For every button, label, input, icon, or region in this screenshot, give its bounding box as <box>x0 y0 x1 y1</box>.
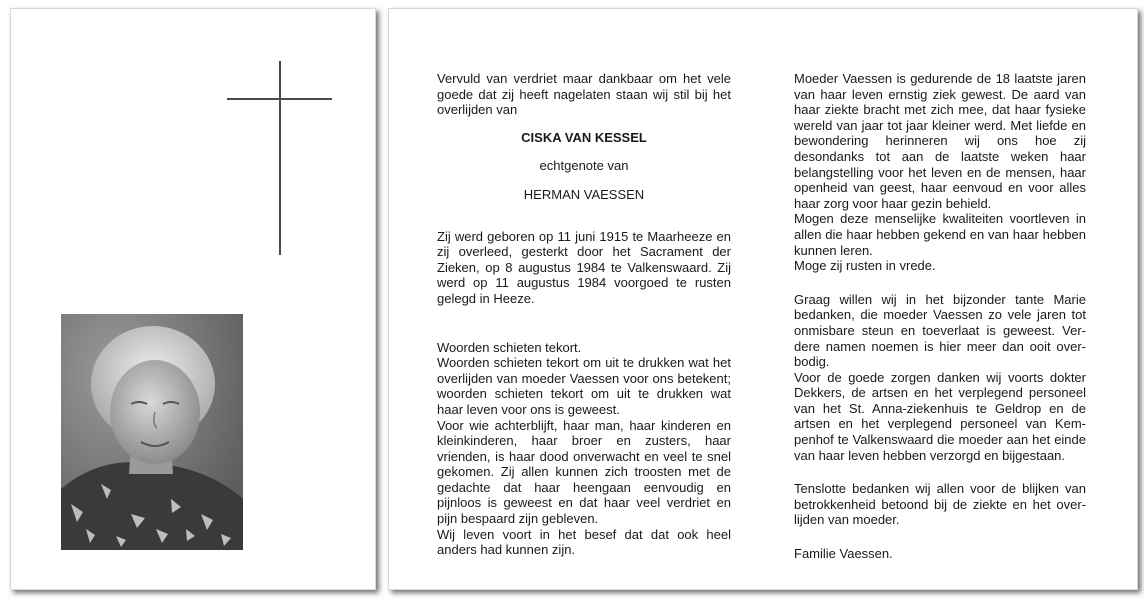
card-inside <box>388 8 1138 590</box>
intro-paragraph: Vervuld van verdriet maar dankbaar om het vele goede dat zij heeft nagelaten staan wij stil bij het overlijden van <box>437 71 731 118</box>
text-column-left <box>437 71 731 558</box>
live-on-paragraph: Wij leven voort in het besef dat dat ook heel anders had kunnen zijn. <box>437 526 731 558</box>
thanks-care-paragraph: Voor de goede zorgen danken wij voorts dokter Dekkers, de artsen en het verplegend personeel van het St. Anna-ziekenhuis te Geldrop en de artsen en het verplegend personeel van Kempenhof te Valkenswaard die moeder aan het einde van haar leven hebben verzorgd en bijgestaan. <box>794 369 1086 463</box>
deceased-name: CISKA VAN KESSEL <box>521 129 647 145</box>
qualities-paragraph: Mogen deze menselijke kwaliteiten voortleven in allen die haar hebben gekend en van haar hebben kunnen leren. <box>794 211 1086 258</box>
birth-death-paragraph: Zij werd geboren op 11 juni 1915 te Maarheeze en zij overleed, gesterkt door het Sacrament der Zieken, op 8 augustus 1984 te Valkenswaard. Zij werd op 11 augustus 1984 voorgoed te rusten gelegd in Heeze. <box>437 228 731 306</box>
text-column-right <box>794 71 1086 562</box>
spouse-name: HERMAN VAESSEN <box>523 186 645 202</box>
signature: Familie Vaessen. <box>794 546 893 562</box>
card-front <box>10 8 376 590</box>
thanks-marie-paragraph: Graag willen wij in het bijzonder tante Marie bedanken, die moeder Vaessen zo vele jaren tot onmisbare steun en toeverlaat is geweest. Verdere namen noemen is hier meer dan ooit overbodig. <box>794 291 1086 370</box>
illness-paragraph: Moeder Vaessen is gedurende de 18 laatste jaren van haar leven ernstig ziek gewest. De aard van haar ziekte bracht met zich mee, dat haar fysieke wereld van jaar tot jaar kleiner werd. Met liefde en bewondering herinneren wij ons hoe zij desondanks tot aan de laatste weken haar belangstelling voor het leven en de mensen, haar openheid van geest, haar eenvoud en voor alles haar zorg voor haar gezin behield. <box>794 71 1086 211</box>
words-heading: Woorden schieten tekort. <box>437 339 582 355</box>
words-paragraph: Woorden schieten tekort om uit te drukken wat het overlijden van moeder Vaessen voor ons betekent; woorden schieten tekort om uit te drukken wat haar leven voor ons is geweest. <box>437 355 731 417</box>
final-thanks-paragraph: Tenslotte bedanken wij allen voor de blijken van betrokkenheid betoond bij de ziekte en het overlijden van moeder. <box>794 481 1086 528</box>
cross-horizontal-beam <box>227 98 332 100</box>
portrait-photo <box>61 314 243 550</box>
rest-paragraph: Moge zij rusten in vrede. <box>794 258 936 274</box>
relation-label: echtgenote van <box>539 158 629 174</box>
family-paragraph: Voor wie achterblijft, haar man, haar kinderen en kleinkinderen, haar broer en zusters, haar vrienden, is haar dood onverwacht en veel te snel gekomen. Zij allen kunnen zich troosten met de gedachte dat haar heengaan eenvoudig en pijnloos is geweest en dat haar veel verdriet en pijn bespaard zijn gebleven. <box>437 417 731 527</box>
cross-vertical-beam <box>279 61 281 255</box>
